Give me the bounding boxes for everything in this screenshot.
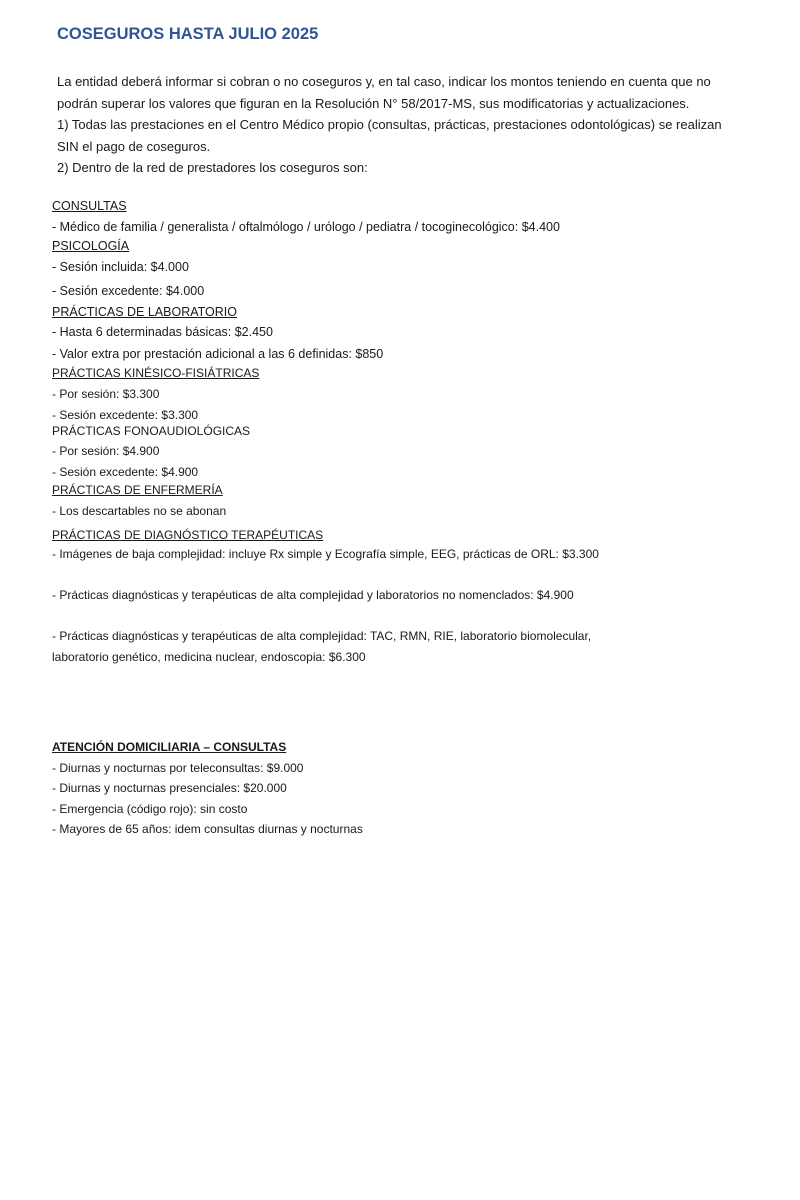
list-item: - Diurnas y nocturnas presenciales: $20.000 — [52, 781, 287, 795]
list-item: - Los descartables no se abonan — [52, 504, 227, 518]
list-item: - Sesión incluida: $4.000 — [52, 260, 189, 274]
intro-block — [57, 71, 737, 179]
list-item: - Por sesión: $4.900 — [52, 444, 160, 458]
intro-point-1: 1) Todas las prestaciones en el Centro Médico propio (consultas, prácticas, prestaciones odontológicas) se realizan SIN el pago de coseguros. — [57, 117, 722, 154]
list-item: - Valor extra por prestación adicional a las 6 definidas: $850 — [52, 347, 384, 361]
list-item: - Diurnas y nocturnas por teleconsultas: $9.000 — [52, 761, 304, 775]
list-item: - Sesión excedente: $4.900 — [52, 465, 199, 479]
section-heading-psicologia: PSICOLOGÍA — [52, 239, 130, 253]
list-item: - Prácticas diagnósticas y terapéuticas de alta complejidad: TAC, RMN, RIE, laboratorio biomolecular, laboratorio genético, medicina nuclear, endoscopia: $6.300 — [52, 629, 592, 664]
list-item: - Médico de familia / generalista / oftalmólogo / urólogo / pediatra / tocoginecológico: $4.400 — [52, 220, 560, 234]
section-heading-kinesico: PRÁCTICAS KINÉSICO-FISIÁTRICAS — [52, 366, 260, 380]
list-item: - Prácticas diagnósticas y terapéuticas de alta complejidad y laboratorios no nomenclados: $4.900 — [52, 588, 574, 602]
list-item: - Por sesión: $3.300 — [52, 387, 160, 401]
intro-paragraph: La entidad deberá informar si cobran o no coseguros y, en tal caso, indicar los montos teniendo en cuenta que no podrán superar los valores que figuran en la Resolución N° 58/2017-MS, sus modificatorias y actualizaciones. — [57, 74, 711, 111]
section-heading-laboratorio: PRÁCTICAS DE LABORATORIO — [52, 305, 237, 319]
list-item: - Hasta 6 determinadas básicas: $2.450 — [52, 325, 273, 339]
section-heading-consultas: CONSULTAS — [52, 199, 127, 213]
list-item: - Sesión excedente: $3.300 — [52, 408, 199, 422]
section-heading-enfermeria: PRÁCTICAS DE ENFERMERÍA — [52, 483, 223, 497]
list-item: - Sesión excedente: $4.000 — [52, 284, 205, 298]
list-item: - Mayores de 65 años: idem consultas diurnas y nocturnas — [52, 822, 363, 836]
list-item: - Emergencia (código rojo): sin costo — [52, 802, 248, 816]
section-heading-domiciliaria: ATENCIÓN DOMICILIARIA – CONSULTAS — [52, 740, 287, 754]
document-title: COSEGUROS HASTA JULIO 2025 — [57, 25, 319, 43]
intro-point-2: 2) Dentro de la red de prestadores los coseguros son: — [57, 160, 368, 175]
section-heading-diagnostico: PRÁCTICAS DE DIAGNÓSTICO TERAPÉUTICAS — [52, 528, 324, 542]
list-item: - Imágenes de baja complejidad: incluye Rx simple y Ecografía simple, EEG, prácticas de ORL: $3.300 — [52, 547, 599, 561]
section-heading-fono: PRÁCTICAS FONOAUDIOLÓGICAS — [52, 424, 251, 438]
